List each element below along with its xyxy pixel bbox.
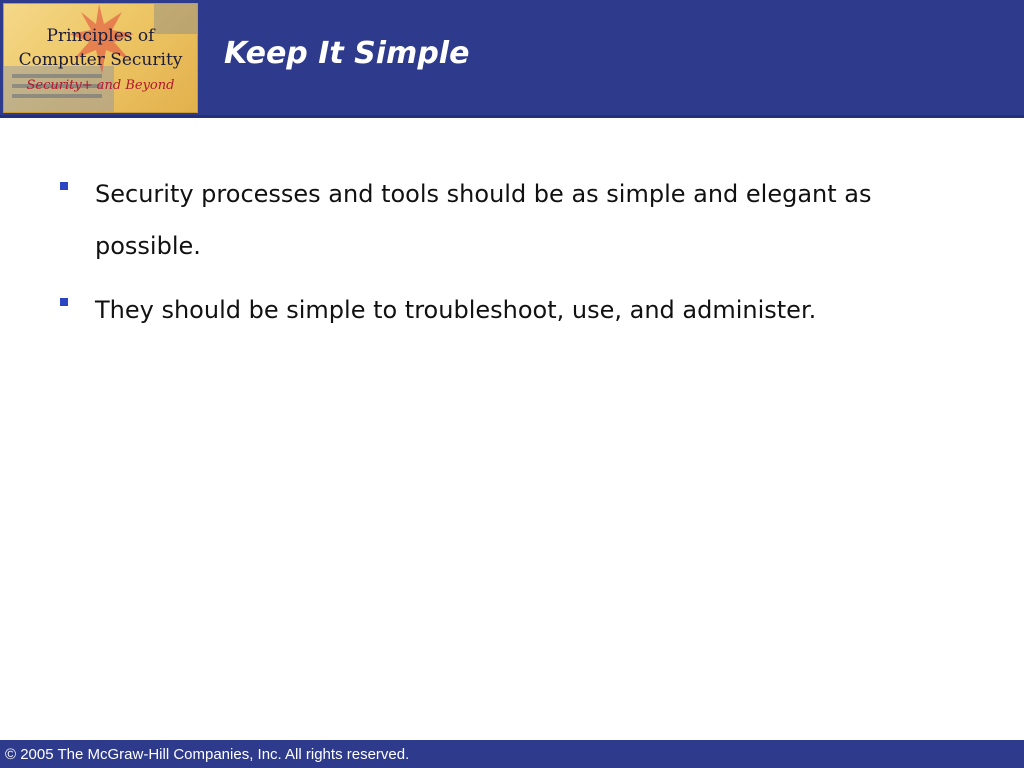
book-logo xyxy=(3,3,198,113)
slide-title: Keep It Simple xyxy=(224,36,470,71)
square-bullet-icon xyxy=(60,298,68,306)
logo-line-computer-security: Computer Security xyxy=(18,50,183,70)
square-bullet-icon xyxy=(60,182,68,190)
header-divider xyxy=(0,115,1024,118)
bullet-text: They should be simple to troubleshoot, use, and administer. xyxy=(95,296,817,324)
slide-header xyxy=(0,0,1024,115)
bullet-list xyxy=(60,168,980,348)
copyright-notice: © 2005 The McGraw-Hill Companies, Inc. All rights reserved. xyxy=(5,746,410,763)
logo-line-subtitle: Security+ and Beyond xyxy=(26,78,175,93)
bullet-item xyxy=(60,168,980,272)
slide-footer xyxy=(0,740,1024,768)
bullet-item xyxy=(60,284,980,336)
logo-line-principles: Principles of xyxy=(46,26,155,46)
bullet-text: Security processes and tools should be as simple and elegant as possible. xyxy=(95,180,872,260)
